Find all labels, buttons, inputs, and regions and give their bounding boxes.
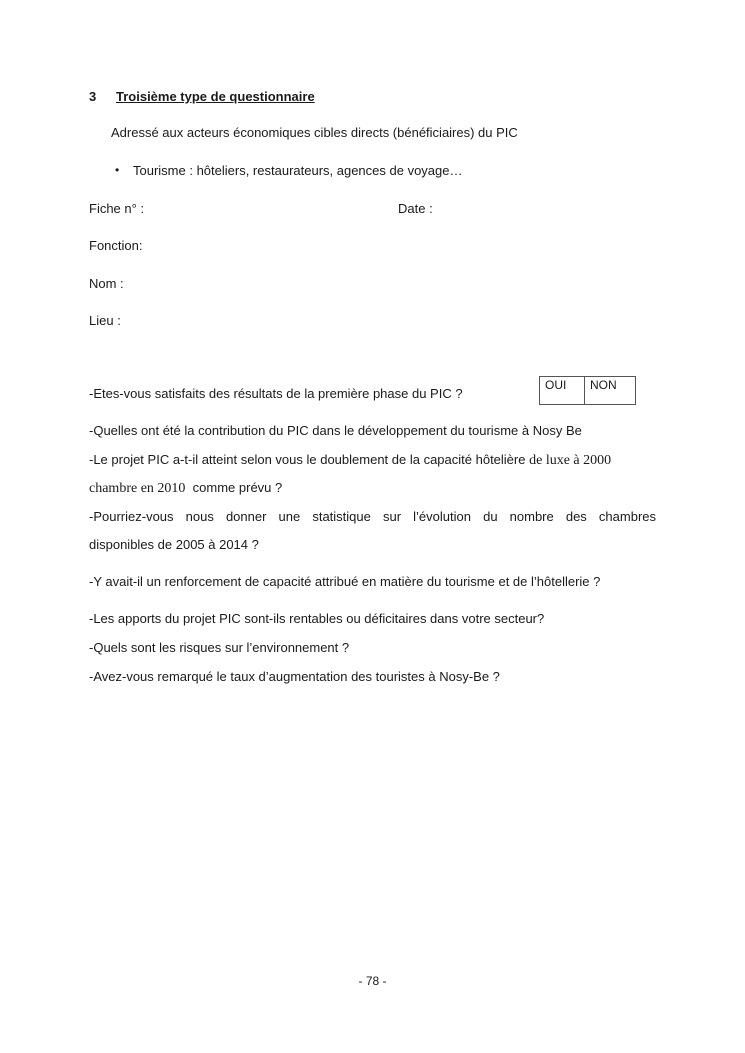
question-6: -Les apports du projet PIC sont-ils rentables ou déficitaires dans votre secteur? [89, 611, 545, 626]
lieu-label: Lieu : [89, 313, 121, 328]
oui-checkbox[interactable]: OUI [540, 377, 585, 405]
yes-no-table [539, 376, 636, 405]
question-3-line-1 [89, 452, 611, 469]
question-8: -Avez-vous remarqué le taux d’augmentation des touristes à Nosy-Be ? [89, 669, 500, 684]
date-label: Date : [398, 201, 433, 216]
question-1: -Etes-vous satisfaits des résultats de la première phase du PIC ? [89, 386, 463, 401]
question-2: -Quelles ont été la contribution du PIC dans le développement du tourisme à Nosy Be [89, 423, 582, 438]
section-number: 3 [89, 89, 97, 104]
bullet-text: Tourisme : hôteliers, restaurateurs, agences de voyage… [133, 163, 463, 178]
intro-text: Adressé aux acteurs économiques cibles directs (bénéficiaires) du PIC [111, 125, 518, 140]
question-7: -Quels sont les risques sur l’environnement ? [89, 640, 350, 655]
section-title: Troisième type de questionnaire [116, 89, 315, 104]
bullet-icon: • [115, 163, 120, 177]
page-number: - 78 - [358, 974, 387, 988]
question-3-line-2 [89, 480, 282, 497]
question-3-part-1: -Le projet PIC a-t-il atteint selon vous le doublement de la capacité hôtelière [89, 452, 526, 467]
question-5: -Y avait-il un renforcement de capacité attribué en matière du tourisme et de l’hôtellerie ? [89, 574, 601, 589]
fonction-label: Fonction: [89, 238, 143, 253]
question-3-part-3: chambre en 2010 [89, 481, 186, 496]
fiche-label: Fiche n° : [89, 201, 145, 216]
question-4-line-2: disponibles de 2005 à 2014 ? [89, 537, 259, 552]
question-4-line-1: -Pourriez-vous nous donner une statistique sur l’évolution du nombre des chambres [89, 509, 656, 524]
question-3-part-4: comme prévu ? [192, 480, 283, 495]
question-3-part-2: de luxe à 2000 [529, 453, 612, 468]
non-checkbox[interactable]: NON [585, 377, 636, 405]
nom-label: Nom : [89, 276, 124, 291]
